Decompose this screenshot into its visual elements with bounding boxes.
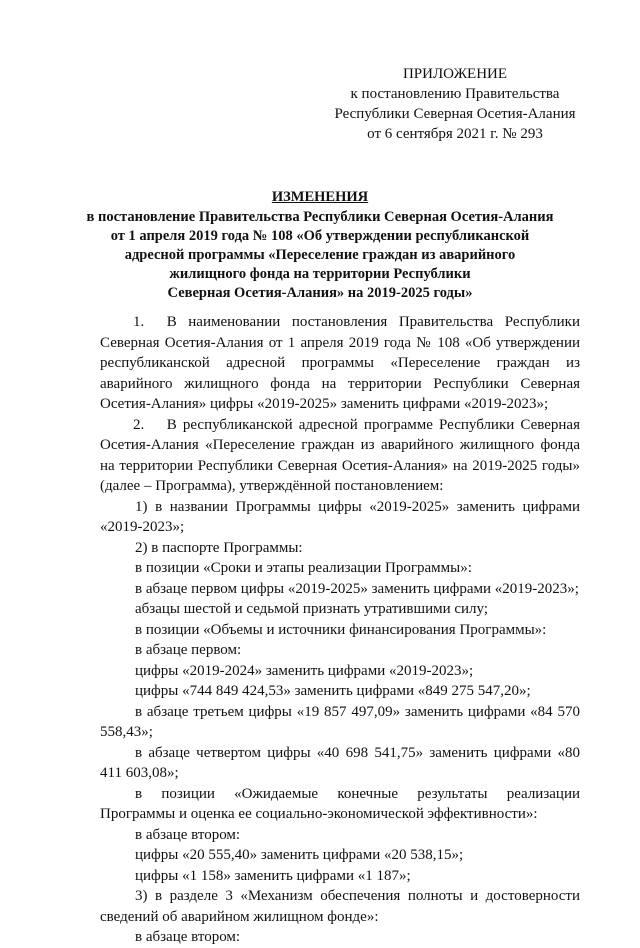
paragraph: 2) в паспорте Программы: bbox=[135, 539, 303, 556]
appendix-line-1: к постановлению Правительства bbox=[350, 86, 560, 102]
appendix-line-3: от 6 сентября 2021 г. № 293 bbox=[367, 126, 543, 142]
paragraph: 3) в разделе 3 «Механизм обеспечения полноты и достоверности сведений об аварийном жилищном фонде»: bbox=[100, 888, 580, 925]
document-body bbox=[100, 312, 580, 948]
paragraph: абзацы шестой и седьмой признать утратившими силу; bbox=[135, 601, 489, 617]
title-line: жилищного фонда на территории Республики bbox=[169, 266, 471, 282]
paragraph: в абзаце первом: bbox=[135, 642, 242, 658]
appendix-header bbox=[330, 64, 580, 144]
paragraph: в абзаце втором: bbox=[135, 826, 241, 843]
paragraph: в позиции «Ожидаемые конечные результаты реализации Программы и оценка ее социально-экономической эффективности»: bbox=[100, 785, 580, 822]
title-main: ИЗМЕНЕНИЯ bbox=[271, 189, 369, 205]
title-line: в постановление Правительства Республики Северная Осетия-Алания bbox=[86, 209, 554, 225]
document-title bbox=[60, 188, 580, 303]
paragraph: в абзаце втором: bbox=[135, 929, 241, 945]
title-line: от 1 апреля 2019 года № 108 «Об утверждении республиканской bbox=[110, 228, 530, 244]
paragraph: цифры «744 849 424,53» заменить цифрами «849 275 547,20»; bbox=[135, 683, 531, 699]
paragraph: в абзаце первом цифры «2019-2025» заменить цифрами «2019-2023»; bbox=[135, 580, 579, 597]
appendix-label: ПРИЛОЖЕНИЕ bbox=[402, 66, 508, 82]
appendix-line-2: Республики Северная Осетия-Алания bbox=[334, 106, 576, 122]
title-line: Северная Осетия-Алания» на 2019-2025 годы» bbox=[167, 285, 473, 301]
title-line: адресной программы «Переселение граждан из аварийного bbox=[124, 247, 516, 263]
paragraph: в абзаце третьем цифры «19 857 497,09» заменить цифрами «84 570 558,43»; bbox=[100, 703, 580, 740]
paragraph: в позиции «Объемы и источники финансирования Программы»: bbox=[135, 621, 547, 638]
paragraph: 2. В республиканской адресной программе Республики Северная Осетия-Алания «Переселение граждан из аварийного жилищного фонда на территории Республики Северная Осетия-Алания» на 2019-2025 годы» (далее – Программа), утверждённой постановлением: bbox=[100, 416, 580, 494]
paragraph: цифры «20 555,40» заменить цифрами «20 538,15»; bbox=[135, 847, 464, 863]
paragraph: цифры «2019-2024» заменить цифрами «2019-2023»; bbox=[135, 662, 474, 679]
paragraph: в абзаце четвертом цифры «40 698 541,75» заменить цифрами «80 411 603,08»; bbox=[100, 744, 580, 781]
paragraph: 1. В наименовании постановления Правительства Республики Северная Осетия-Алания от 1 апреля 2019 года № 108 «Об утверждении республиканской адресной программы «Переселение граждан из аварийного жилищного фонда на территории Республики Северная Осетия-Алания» цифры «2019-2025» заменить цифрами «2019-2023»; bbox=[100, 314, 580, 412]
paragraph: в позиции «Сроки и этапы реализации Программы»: bbox=[135, 560, 472, 576]
paragraph: цифры «1 158» заменить цифрами «1 187»; bbox=[135, 867, 411, 884]
paragraph: 1) в названии Программы цифры «2019-2025» заменить цифрами «2019-2023»; bbox=[100, 498, 580, 535]
